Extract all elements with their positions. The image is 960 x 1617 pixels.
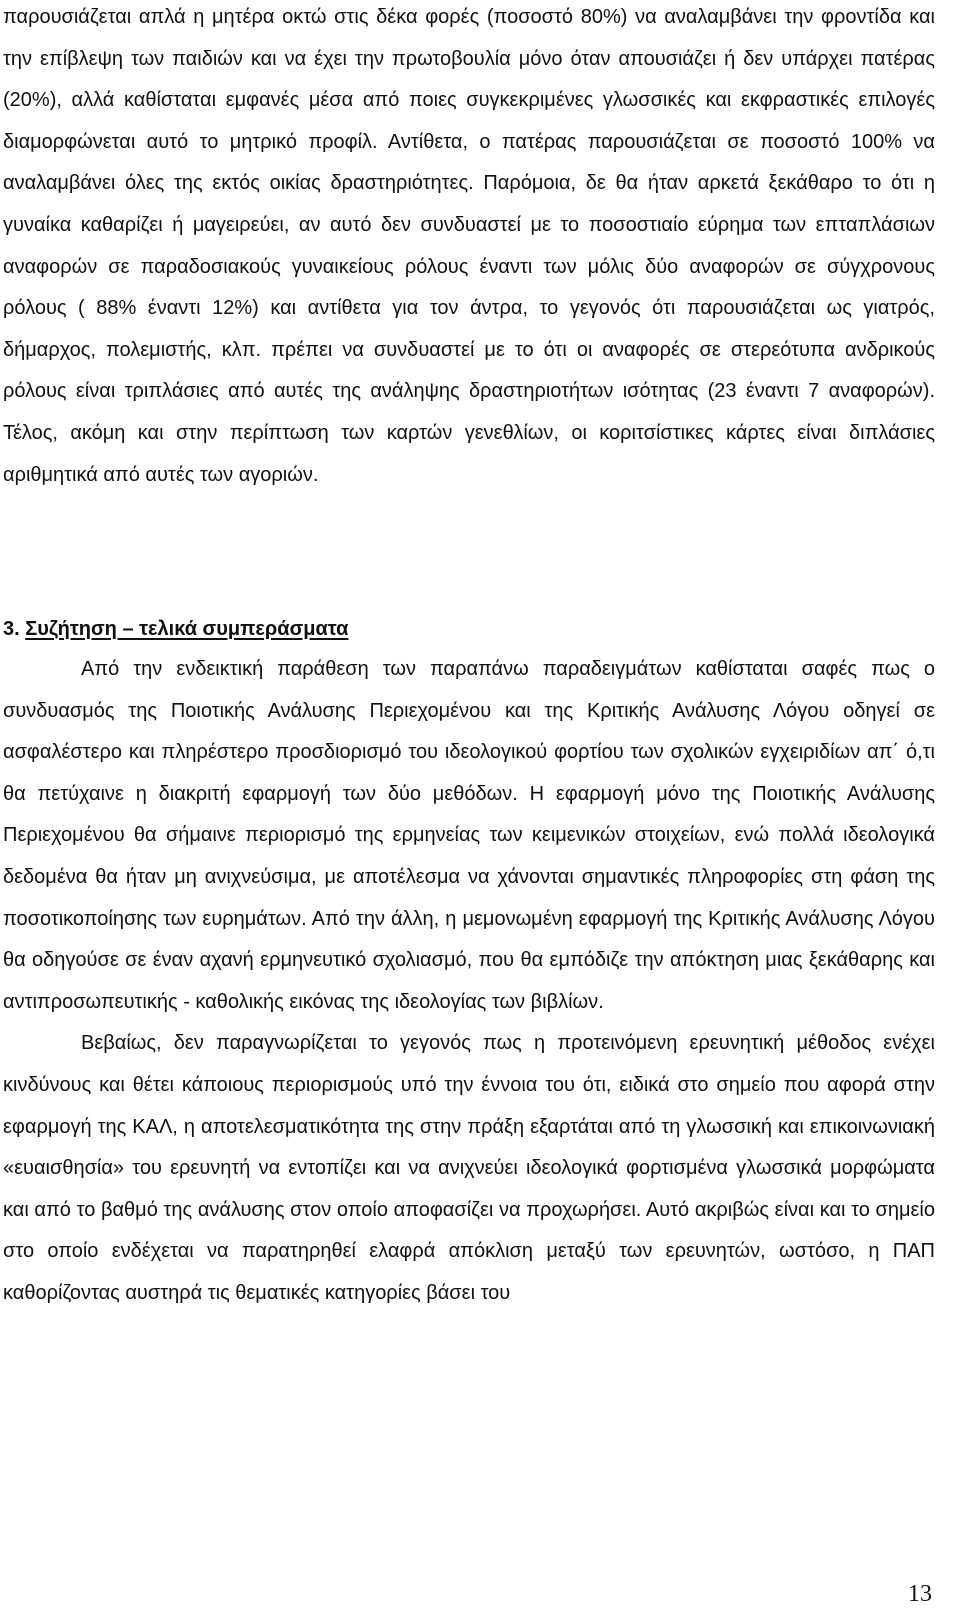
- body-text-conclusions: [3, 649, 935, 1315]
- paragraph-conclusion-1: Από την ενδεικτική παράθεση των παραπάνω παραδειγμάτων καθίσταται σαφές πως ο συνδυασμός της Ποιοτικής Ανάλυσης Περιεχομένου και της Κριτικής Ανάλυσης Λόγου οδηγεί σε ασφαλέστερο και πληρέστερο προσδιορισμό του ιδεολογικού φορτίου των σχολικών εγχειριδίων απ΄ ό,τι θα πετύχαινε η διακριτή εφαρμογή των δύο μεθόδων. Η εφαρμογή μόνο της Ποιοτικής Ανάλυσης Περιεχομένου θα σήμαινε περιορισμό της ερμηνείας των κειμενικών στοιχείων, ενώ πολλά ιδεολογικά δεδομένα θα ήταν μη ανιχνεύσιμα, με αποτέλεσμα να χάνονται σημαντικές πληροφορίες στη φάση της ποσοτικοποίησης των ευρημάτων. Από την άλλη, η μεμονωμένη εφαρμογή της Κριτικής Ανάλυσης Λόγου θα οδηγούσε σε έναν αχανή ερμηνευτικό σχολιασμό, που θα εμπόδιζε την απόκτηση μιας ξεκάθαρης και αντιπροσωπευτικής - καθολικής εικόνας της ιδεολογίας των βιβλίων.: [3, 658, 935, 1013]
- section-heading: [3, 614, 348, 644]
- body-text-top: [3, 0, 935, 496]
- page-number: 13: [908, 1581, 932, 1607]
- section-title: Συζήτηση – τελικά συμπεράσματα: [25, 618, 349, 640]
- paragraph-results-continuation: παρουσιάζεται απλά η μητέρα οκτώ στις δέκα φορές (ποσοστό 80%) να αναλαμβάνει την φροντίδα και την επίβλεψη των παιδιών και να έχει την πρωτοβουλία μόνο όταν απουσιάζει ή δεν υπάρχει πατέρας (20%), αλλά καθίσταται εμφανές μέσα από ποιες συγκεκριμένες γλωσσικές και εκφραστικές επιλογές διαμορφώνεται αυτό το μητρικό προφίλ. Αντίθετα, ο πατέρας παρουσιάζεται σε ποσοστό 100% να αναλαμβάνει όλες της εκτός οικίας δραστηριότητες. Παρόμοια, δε θα ήταν αρκετά ξεκάθαρο το ότι η γυναίκα καθαρίζει ή μαγειρεύει, αν αυτό δεν συνδυαστεί με το ποσοστιαίο εύρημα των επταπλάσιων αναφορών σε παραδοσιακούς γυναικείους ρόλους έναντι των μόλις δύο αναφορών σε σύγχρονους ρόλους ( 88% έναντι 12%) και αντίθετα για τον άντρα, το γεγονός ότι παρουσιάζεται ως γιατρός, δήμαρχος, πολεμιστής, κλπ. πρέπει να συνδυαστεί με το ότι οι αναφορές σε στερεότυπα ανδρικούς ρόλους είναι τριπλάσιες από αυτές της ανάληψης δραστηριοτήτων ισότητας (23 έναντι 7 αναφορών). Τέλος, ακόμη και στην περίπτωση των καρτών γενεθλίων, οι κοριτσίστικες κάρτες είναι διπλάσιες αριθμητικά από αυτές των αγοριών.: [3, 6, 935, 486]
- section-number: 3.: [3, 618, 20, 640]
- paragraph-conclusion-2: Βεβαίως, δεν παραγνωρίζεται το γεγονός πως η προτεινόμενη ερευνητική μέθοδος ενέχει κινδύνους και θέτει κάποιους περιορισμούς υπό την έννοια του ότι, ειδικά στο σημείο που αφορά στην εφαρμογή της ΚΑΛ, η αποτελεσματικότητα της στην πράξη εξαρτάται από τη γλωσσική και επικοινωνιακή «ευαισθησία» του ερευνητή να εντοπίζει και να ανιχνεύει ιδεολογικά φορτισμένα γλωσσικά μορφώματα και από το βαθμό της ανάλυσης στον οποίο αποφασίζει να προχωρήσει. Αυτό ακριβώς είναι και το σημείο στο οποίο ενδέχεται να παρατηρηθεί ελαφρά απόκλιση μεταξύ των ερευνητών, ωστόσο, η ΠΑΠ καθορίζοντας αυστηρά τις θεματικές κατηγορίες βάσει του: [3, 1032, 935, 1304]
